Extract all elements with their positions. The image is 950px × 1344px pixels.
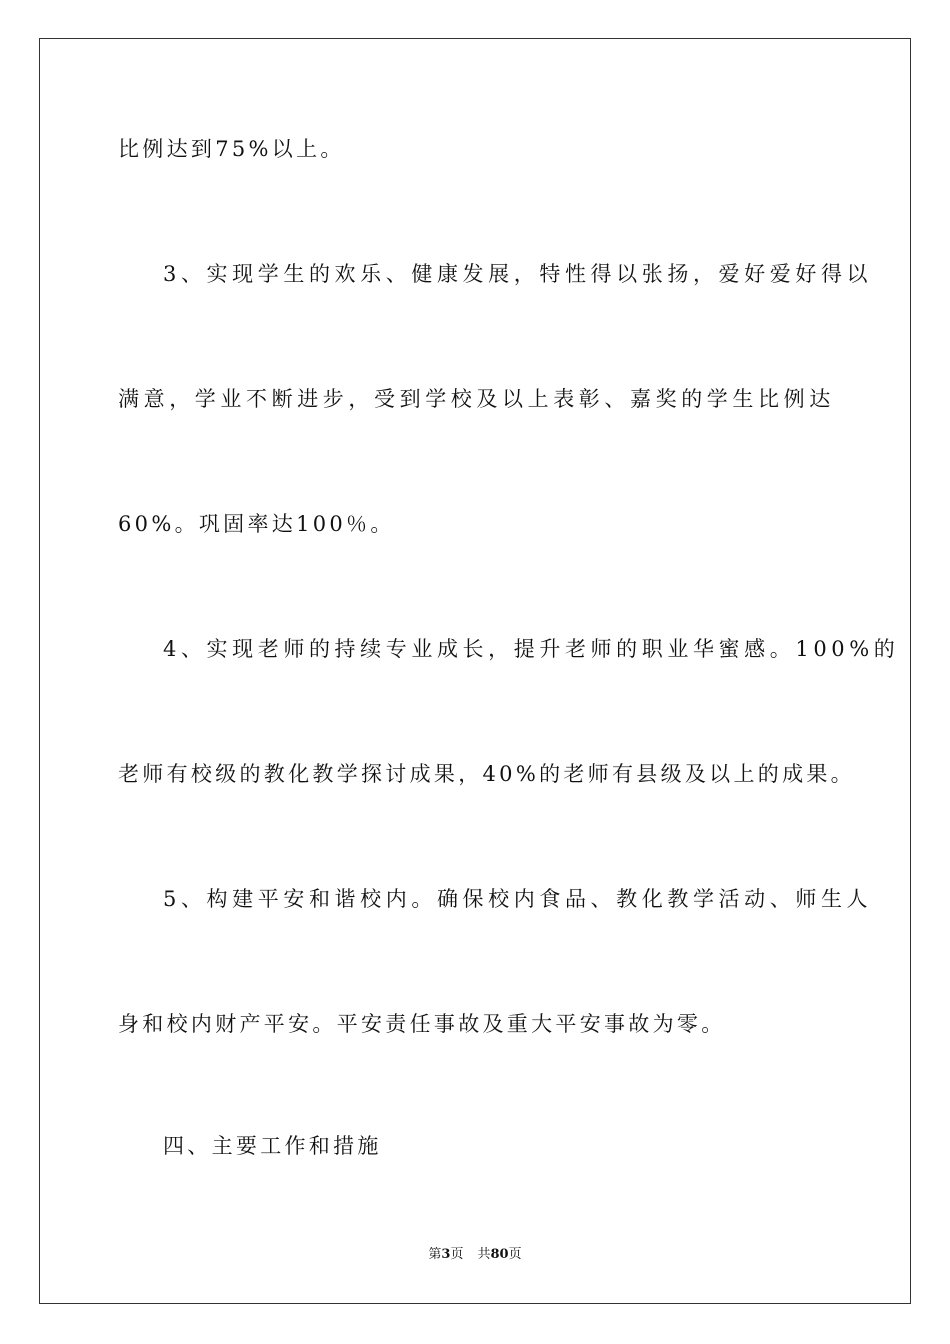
footer-total-prefix: 共: [477, 1247, 491, 1262]
footer-page-prefix: 第: [428, 1247, 442, 1262]
footer-page-suffix: 页: [450, 1247, 464, 1262]
page-border: [39, 38, 911, 1304]
page-footer: [0, 1246, 950, 1264]
body-line-7: 5、构建平安和谐校内。确保校内食品、教化教学活动、师生人: [163, 887, 873, 911]
body-line-2: 3、实现学生的欢乐、健康发展，特性得以张扬，爱好爱好得以: [163, 262, 873, 286]
body-line-6: 老师有校级的教化教学探讨成果，40%的老师有县级及以上的成果。: [118, 762, 855, 786]
body-line-5: 4、实现老师的持续专业成长，提升老师的职业华蜜感。100%的: [163, 637, 900, 661]
body-line-1: 比例达到75%以上。: [118, 137, 345, 161]
footer-page-number: 3: [441, 1247, 451, 1262]
body-line-3: 满意，学业不断进步，受到学校及以上表彰、嘉奖的学生比例达: [118, 387, 835, 411]
footer-total-pages: 80: [490, 1247, 509, 1262]
body-line-8: 身和校内财产平安。平安责任事故及重大平安事故为零。: [118, 1012, 726, 1036]
section-heading: 四、主要工作和措施: [163, 1134, 382, 1158]
footer-total-suffix: 页: [508, 1247, 522, 1262]
body-line-4: 60%。巩固率达100％。: [118, 512, 395, 536]
